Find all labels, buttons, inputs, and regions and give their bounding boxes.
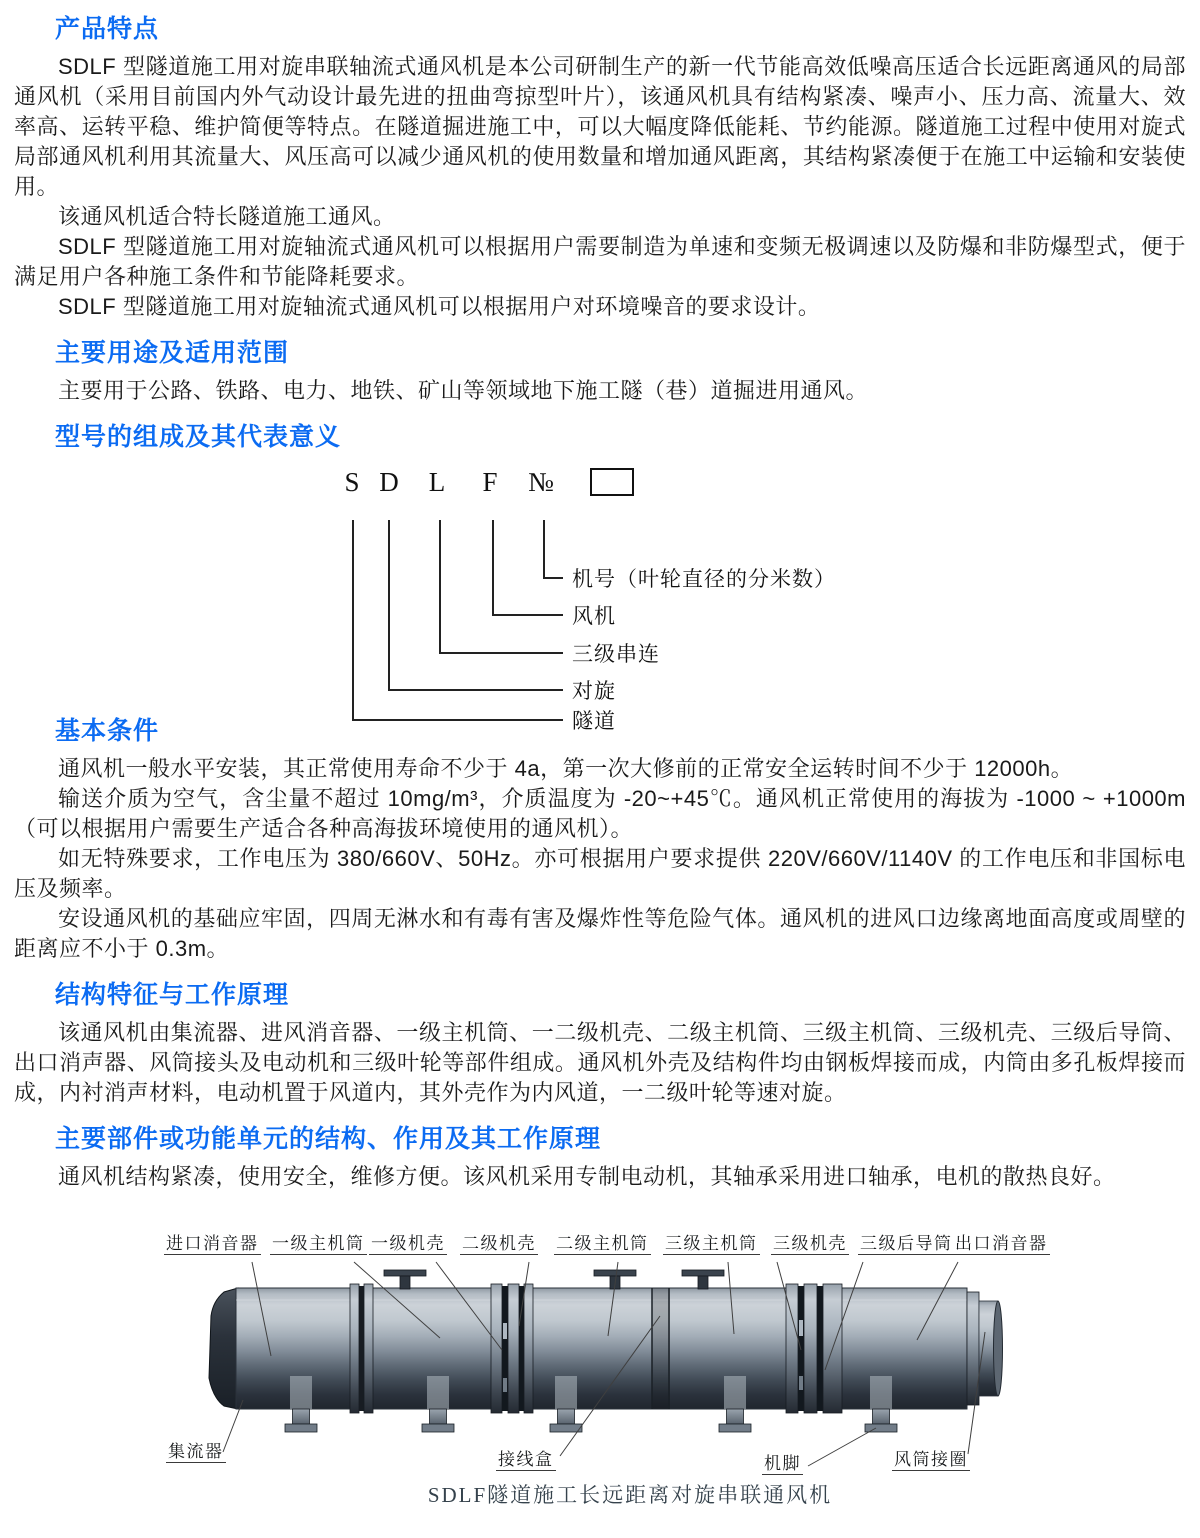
paragraph: 通风机结构紧凑，使用安全，维修方便。该风机采用专制电动机，其轴承采用进口轴承，电机的散热良好。 xyxy=(58,1164,1116,1189)
section-heading-model-composition: 型号的组成及其代表意义 xyxy=(55,423,342,451)
branch-label-contra-rotating: 对旋 xyxy=(572,679,616,703)
fan-label-junction-box: 接线盒 xyxy=(498,1450,554,1469)
branch-label-tunnel: 隧道 xyxy=(572,709,616,733)
lifting-handle xyxy=(384,1270,724,1289)
fan-main-body xyxy=(236,1288,967,1409)
fan-label-stage3-rear-guide: 三级后导筒 xyxy=(860,1234,953,1253)
fan-label-duct-ring: 风筒接圈 xyxy=(894,1450,968,1469)
fan-label-inlet-silencer: 进口消音器 xyxy=(166,1234,259,1253)
section-heading-main-components: 主要部件或功能单元的结构、作用及其工作原理 xyxy=(55,1125,602,1153)
fan-label-collector: 集流器 xyxy=(168,1442,224,1461)
paragraph: 通风机一般水平安装，其正常使用寿命不少于 4a，第一次大修前的正常安全运转时间不少于 12000h。 xyxy=(58,756,1074,781)
model-letter-f: F xyxy=(482,467,498,497)
paragraph: 安设通风机的基础应牢固，四周无淋水和有毒有害及爆炸性等危险气体。通风机的进风口边缘离地面高度或周壁的距离应不小于 0.3m。 xyxy=(14,906,1186,961)
fan-label-stage1-casing: 一级机壳 xyxy=(371,1234,445,1253)
branch-label-fan: 风机 xyxy=(572,604,616,628)
paragraph: 该通风机由集流器、进风消音器、一级主机筒、一二级机壳、二级主机筒、三级主机筒、三级机壳、三级后导筒、出口消声器、风筒接头及电动机和三级叶轮等部件组成。通风机外壳及结构件均由钢板焊接而成，内筒由多孔板焊接而成，内衬消声材料，电动机置于风道内，其外壳作为内风道，一二级叶轮等速对旋。 xyxy=(14,1020,1186,1105)
branch-line-no xyxy=(543,520,563,579)
model-letter-l: L xyxy=(428,467,446,497)
section-heading-structural-features: 结构特征与工作原理 xyxy=(55,981,290,1009)
branch-label-three-stage-series: 三级串连 xyxy=(572,642,660,666)
fan-label-machine-foot: 机脚 xyxy=(764,1454,801,1473)
section-heading-basic-conditions: 基本条件 xyxy=(55,717,160,745)
paragraph: 主要用于公路、铁路、电力、地铁、矿山等领域地下施工隧（巷）道掘进用通风。 xyxy=(58,378,869,403)
fan-label-outlet-silencer: 出口消音器 xyxy=(955,1234,1048,1253)
branch-label-fan-number: 机号（叶轮直径的分米数） xyxy=(572,567,836,591)
model-letter-s: S xyxy=(344,467,360,497)
paragraph: SDLF 型隧道施工用对旋轴流式通风机可以根据用户对环境噪音的要求设计。 xyxy=(58,294,821,319)
bell-mouth-shape xyxy=(209,1288,238,1409)
section-heading-main-uses: 主要用途及适用范围 xyxy=(55,339,290,367)
model-letter-d: D xyxy=(379,467,399,497)
fan-label-stage3-casing: 三级机壳 xyxy=(773,1234,847,1253)
paragraph: 该通风机适合特长隧道施工通风。 xyxy=(58,204,396,229)
section-heading-product-features: 产品特点 xyxy=(55,15,160,43)
fan-structure-figure xyxy=(140,1228,1060,1528)
model-number-box xyxy=(590,468,634,496)
fan-label-stage2-main-tube: 二级主机筒 xyxy=(556,1234,649,1253)
model-letter-no: № xyxy=(528,467,554,497)
fan-label-stage2-casing: 二级机壳 xyxy=(462,1234,536,1253)
paragraph: SDLF 型隧道施工用对旋串联轴流式通风机是本公司研制生产的新一代节能高效低噪高压适合长远距离通风的局部通风机（采用目前国内外气动设计最先进的扭曲弯掠型叶片），该通风机具有结构紧凑、噪声小、压力高、流量大、效率高、运转平稳、维护简便等特点。在隧道掘进施工中，可以大幅度降低能耗、节约能源。隧道施工过程中使用对旋式局部通风机利用其流量大、风压高可以减少通风机的使用数量和增加通风距离，其结构紧凑便于在施工中运输和安装使用。 xyxy=(14,54,1186,199)
paragraph: SDLF 型隧道施工用对旋轴流式通风机可以根据用户需要制造为单速和变频无极调速以及防爆和非防爆型式，便于满足用户各种施工条件和节能降耗要求。 xyxy=(14,234,1186,289)
fan-label-stage1-main-tube: 一级主机筒 xyxy=(272,1234,365,1253)
paragraph: 如无特殊要求，工作电压为 380/660V、50Hz。亦可根据用户要求提供 220V/660V/1140V 的工作电压和非国标电压及频率。 xyxy=(14,846,1186,901)
paragraph: 输送介质为空气，含尘量不超过 10mg/m³，介质温度为 -20~+45℃。通风机正常使用的海拔为 -1000 ~ +1000m（可以根据用户需要生产适合各种高海拔环境使用的通风机）。 xyxy=(14,786,1186,841)
figure-caption: SDLF隧道施工长远距离对旋串联通风机 xyxy=(427,1483,833,1507)
fan-label-stage3-main-tube: 三级主机筒 xyxy=(665,1234,758,1253)
